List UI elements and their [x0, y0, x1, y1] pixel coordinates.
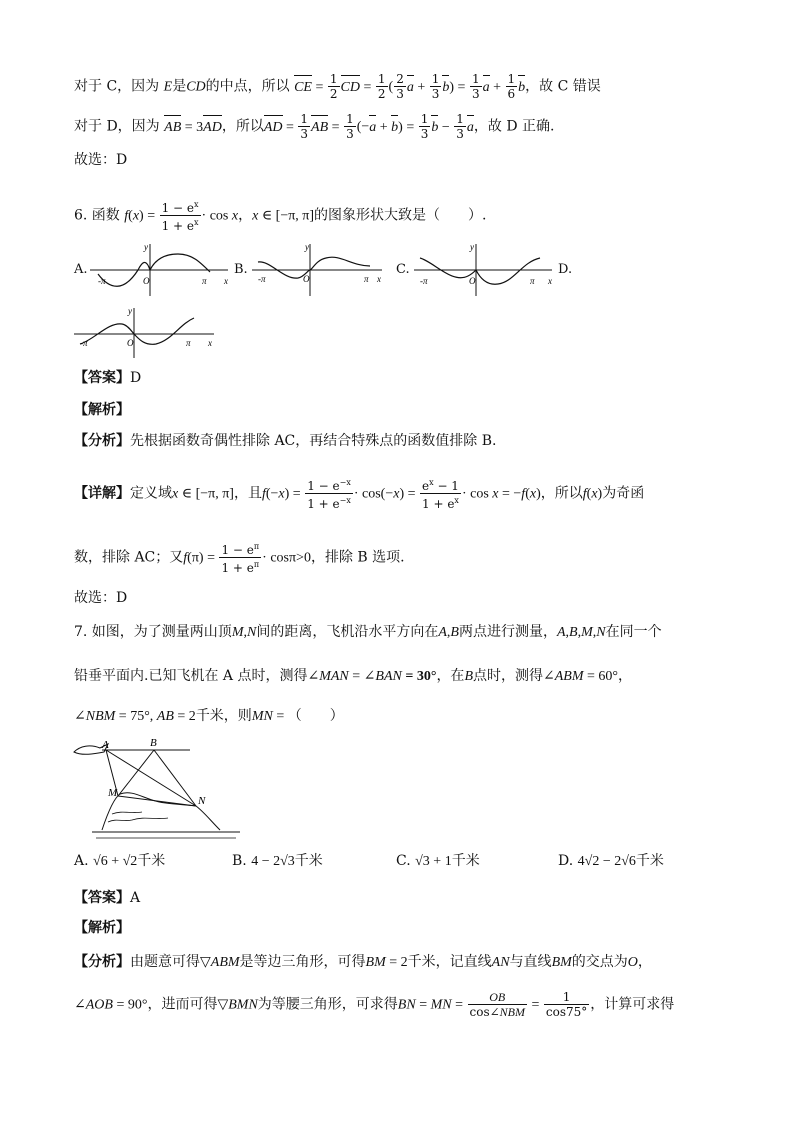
neg-pi-label: -π — [420, 276, 428, 286]
option-d-label: D. — [558, 262, 573, 277]
text: 千米 — [294, 853, 323, 869]
text: 为等腰三角形，可求得 — [257, 996, 398, 1013]
text: 两点进行测量， — [458, 624, 557, 640]
option-a-graph — [88, 240, 238, 298]
option-c-graph — [412, 240, 562, 298]
pi-label: π — [530, 276, 535, 286]
option-b-label: B. — [234, 262, 248, 277]
option-c-label: C. — [396, 262, 410, 277]
text: 对于 D，因为 — [74, 118, 160, 135]
y-label: y — [470, 242, 474, 252]
origin-label: O — [143, 276, 150, 286]
text: 【详解】 — [74, 485, 130, 502]
question-7-line2: 铅垂平面内.已知飞机在 A 点时，测得∠MAN = ∠BAN = 30°，在B点时，测得∠ABM = 60°， — [74, 668, 632, 684]
text: ，且 — [233, 485, 262, 502]
text: ，故 C 错误 — [525, 78, 601, 95]
neg-pi-label: -π — [98, 276, 106, 286]
text: ，排除 B 选项. — [310, 549, 405, 566]
origin-label: O — [127, 338, 134, 348]
text: 千米 — [137, 853, 166, 869]
pi-label: π — [202, 276, 207, 286]
q6-fenxi — [74, 431, 496, 451]
text: ，所以 — [221, 118, 264, 135]
option-c-label: C. — [396, 853, 411, 869]
text: 点时，测得 — [473, 668, 543, 684]
option-a-label: A. — [74, 262, 88, 277]
text: 对于 C，因为 — [74, 78, 160, 95]
q7-options: A. √6 + √2千米 — [74, 853, 166, 869]
y-label: y — [144, 242, 148, 252]
q6-final: 故选：D — [74, 590, 128, 606]
label-a: A — [102, 739, 109, 751]
y-label: y — [128, 306, 132, 316]
q7-fenxi-2: ∠AOB = 90°，进而可得▽BMN为等腰三角形，可求得BN = MN = $\frac{OB}{\text{cos∠NBM}}$ = $\frac{1}{\cos 75^\circ}$ ，计算可求得 — [74, 990, 675, 1019]
solution-line-c: 对于 C，因为 E是CD的中点，所以 CE = $\frac{1}{2}$ CD = $\frac{1}{2}$ ( $\frac{2}{3}$ a + $\frac{1}{3}$ b) = $\frac{1}{3}$ a + $\frac{1}{6}$ b，故 C 错误 — [74, 72, 601, 101]
q7-option-b: B. 4 − 2√3千米 — [232, 853, 323, 869]
text: 数，排除 AC；又 — [74, 549, 184, 566]
question-7-line1: 7. 如图，为了测量两山顶M,N间的距离，飞机沿水平方向在A,B两点进行测量，A,B,M,N在同一个 — [74, 624, 662, 640]
text: 千米 — [451, 853, 480, 869]
text: 是等边三角形，可得 — [239, 954, 366, 970]
solution-line-d: 对于 D，因为 AB = 3AD，所以AD = $\frac{1}{3}$ AB = $\frac{1}{3}$ (−a + b) = $\frac{1}{3}$ b − $\frac{1}{3}$ a，故 D 正确. — [74, 112, 555, 141]
text: 【分析】 — [74, 433, 130, 449]
q6-analysis-tag: 【解析】 — [74, 402, 130, 418]
text: 7. 如图，为了测量两山顶 — [74, 624, 232, 640]
text: 的中点，所以 — [205, 78, 290, 95]
text: （ ） — [287, 708, 344, 724]
q7-analysis-tag: 【解析】 — [74, 920, 130, 936]
text: ，进而可得 — [147, 996, 218, 1013]
option-d-label: D. — [558, 853, 574, 869]
text: 是 — [172, 78, 187, 95]
pi-label: π — [364, 274, 369, 284]
q6-xiangjie-1: 【详解】定义域x ∈ [−π, π]，且f(−x) = $\frac{1 - e^{-x}}{1 + e^{-x}}$ · cos(−x) = $\frac{e^x - 1}{1 + e^x}$ · cos x = −f(x)，所以f(x)为奇函 — [74, 478, 645, 511]
text: 【分析】 — [74, 954, 130, 970]
y-label: y — [305, 242, 309, 252]
text: 与直线 — [509, 954, 552, 970]
x-label: x — [224, 276, 228, 286]
text: ，所以 — [540, 485, 583, 502]
text: 【答案】 — [74, 370, 130, 386]
text: 先根据函数奇偶性排除 AC，再结合特殊点的函数值排除 B. — [130, 433, 497, 449]
question-6: 6. 函数 f(x) = $\frac{1 - e^x}{1 + e^x}$ · cos x，x ∈ [−π, π]的图象形状大致是（ ）. — [74, 200, 487, 233]
label-n: N — [198, 795, 206, 807]
text: 由题意可得 — [130, 954, 200, 970]
text: 千米，记直线 — [407, 954, 492, 970]
neg-pi-label: -π — [80, 338, 88, 348]
text: 定义域 — [130, 485, 172, 502]
label-m: M — [108, 787, 118, 799]
q6-answer — [74, 368, 141, 388]
q6-xiangjie-2: 数，排除 AC；又f(π) = $\frac{1 - e^\pi}{1 + e^\pi}$ · cosπ>0，排除 B 选项. — [74, 542, 405, 575]
origin-label: O — [469, 276, 476, 286]
text: A — [130, 890, 141, 906]
text: 的交点为 — [571, 954, 628, 970]
text: 铅垂平面内.已知飞机在 A 点时，测得 — [74, 668, 308, 684]
answer-line: 故选：D — [74, 152, 128, 168]
x-label: x — [377, 274, 381, 284]
option-b-label: B. — [232, 853, 247, 869]
text: ，故 D 正确. — [473, 118, 555, 135]
text: 6. 函数 — [74, 207, 120, 224]
option-d-graph — [72, 304, 222, 360]
origin-label: O — [303, 274, 310, 284]
q7-fenxi-1: 【分析】由题意可得▽ABM是等边三角形，可得BM = 2千米，记直线AN与直线BM的交点为O， — [74, 954, 652, 970]
text: ， — [238, 207, 253, 224]
text: ，在 — [436, 668, 465, 684]
text: D — [130, 370, 142, 386]
text: 间的距离，飞机沿水平方向在 — [256, 624, 439, 640]
text: 在同一个 — [605, 624, 662, 640]
option-b-graph — [250, 240, 390, 298]
x-label: x — [208, 338, 212, 348]
text: 为奇函 — [602, 485, 645, 502]
text: 的图象形状大致是（ ）. — [314, 207, 487, 224]
text: 千米，则 — [195, 708, 252, 724]
text: 千米 — [635, 853, 664, 869]
text: 【答案】 — [74, 890, 130, 906]
question-7-line3: ∠NBM = 75°, AB = 2千米，则MN = （ ） — [74, 708, 344, 724]
q7-option-c: C. √3 + 1千米 — [396, 853, 480, 869]
q7-figure — [72, 734, 247, 844]
q7-answer — [74, 888, 140, 908]
label-b: B — [150, 737, 157, 749]
neg-pi-label: -π — [258, 274, 266, 284]
q7-option-d: D. 4√2 − 2√6千米 — [558, 853, 664, 869]
text: ，计算可求得 — [590, 996, 675, 1013]
option-a-label: A. — [74, 853, 89, 869]
pi-label: π — [186, 338, 191, 348]
x-label: x — [548, 276, 552, 286]
